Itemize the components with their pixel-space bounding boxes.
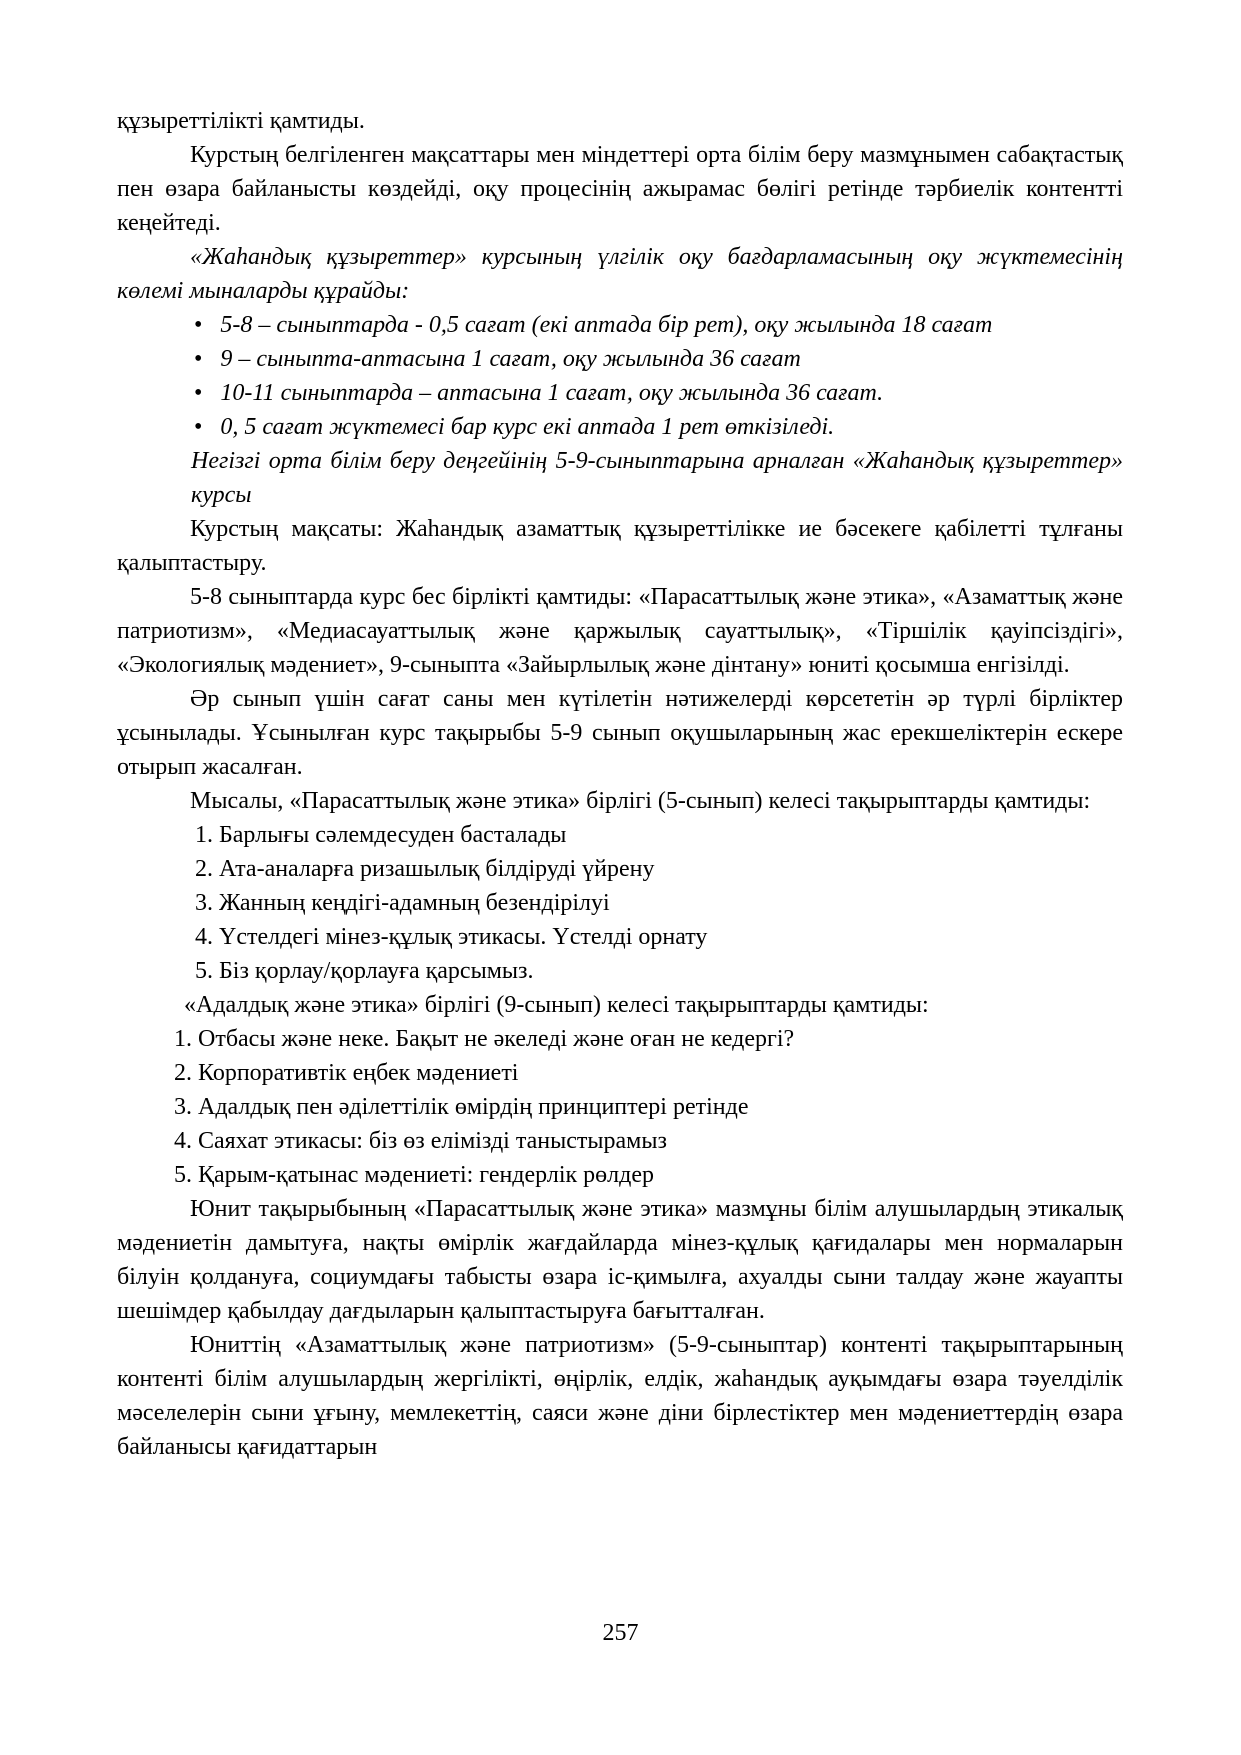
paragraph: 5-8 сыныптарда курс бес бірлікті қамтиды: «Парасаттылық және этика», «Азаматтық және патриотизм», «Медиасауаттылық және қаржылық сауаттылық», «Тіршілік қауіпсіздігі», «Экологиялық мәдениет», 9-сыныпта «Зайырлылық және дінтану» юниті қосымша енгізілді.	[117, 584, 1123, 678]
bullet-icon: •	[194, 346, 203, 372]
paragraph: Курстың белгіленген мақсаттары мен міндеттері орта білім беру мазмұнымен сабақтастық пен өзара байланысты көздейді, оқу процесінің ажырамас бөлігі ретінде тәрбиелік контентті кеңейтеді.	[117, 142, 1123, 236]
bullet-item	[117, 410, 1123, 444]
list-item: 3. Жанның кеңдігі-адамның безендірілуі	[195, 890, 610, 916]
list-item: 4. Үстелдегі мінез-құлық этикасы. Үстелді орнату	[195, 924, 708, 950]
list-item: 5. Қарым-қатынас мәдениеті: гендерлік рөлдер	[174, 1162, 654, 1188]
bullet-icon: •	[194, 414, 203, 440]
paragraph: Юниттің «Азаматтылық және патриотизм» (5-9-сыныптар) контенті тақырыптарының контенті білім алушылардың жергілікті, өңірлік, елдік, жаһандық ауқымдағы өзара тәуелділік мәселелерін сыни ұғыну, мемлекеттің, саяси және діни бірлестіктер мен мәдениеттердің өзара байланысы қағидаттарын	[117, 1332, 1123, 1460]
bullet-icon: •	[194, 380, 203, 406]
list-intro: «Адалдық және этика» бірлігі (9-сынып) келесі тақырыптарды қамтиды:	[184, 992, 929, 1018]
list-item: 2. Корпоративтік еңбек мәдениеті	[174, 1060, 519, 1086]
page-body	[117, 104, 1123, 1464]
list-item: 2. Ата-аналарға ризашылық білдіруді үйрену	[195, 856, 655, 882]
list-item: 4. Саяхат этикасы: біз өз елімізді таныстырамыз	[174, 1128, 667, 1154]
list-item: 1. Отбасы және неке. Бақыт не әкеледі және оған не кедергі?	[174, 1026, 795, 1052]
paragraph: Әр сынып үшін сағат саны мен күтілетін нәтижелерді көрсететін әр түрлі бірліктер ұсынылады. Ұсынылған курс тақырыбы 5-9 сынып оқушыларының жас ерекшеліктерін ескере отырып жасалған.	[117, 686, 1123, 780]
paragraph-continuation: құзыреттілікті қамтиды.	[117, 108, 365, 134]
page-number: 257	[602, 1620, 639, 1646]
bullet-item	[117, 308, 1123, 342]
list-item: 1. Барлығы сәлемдесуден басталады	[195, 822, 567, 848]
paragraph: Юнит тақырыбының «Парасаттылық және этика» мазмұны білім алушылардың этикалық мәдениетін дамытуға, нақты өмірлік жағдайларда мінез-құлық қағидалары мен нормаларын білуін қолдануға, социумдағы табысты өзара іс-қимылға, ахуалды сыни талдау және жауапты шешімдер қабылдау дағдыларын қалыптастыруға бағытталған.	[117, 1196, 1123, 1324]
bullet-item-text: 0, 5 сағат жүктемесі бар курс екі аптада 1 рет өткізіледі.	[220, 414, 835, 440]
bullet-item-text: 9 – сыныпта-аптасына 1 сағат, оқу жылында 36 сағат	[220, 346, 801, 372]
bullet-icon: •	[194, 312, 203, 338]
list-item: 3. Адалдық пен әділеттілік өмірдің принциптері ретінде	[174, 1094, 749, 1120]
bullet-item	[117, 376, 1123, 410]
paragraph: Мысалы, «Парасаттылық және этика» бірлігі (5-сынып) келесі тақырыптарды қамтиды:	[190, 788, 1091, 814]
bullet-item-text: 10-11 сыныптарда – аптасына 1 сағат, оқу жылында 36 сағат.	[220, 380, 884, 406]
paragraph: Курстың мақсаты: Жаһандық азаматтық құзыреттілікке ие бәсекеге қабілетті тұлғаны қалыптастыру.	[117, 516, 1123, 576]
indented-paragraph: Негізгі орта білім беру деңгейінің 5-9-сыныптарына арналған «Жаһандық құзыреттер» курсы	[191, 448, 1123, 508]
paragraph: «Жаһандық құзыреттер» курсының үлгілік оқу бағдарламасының оқу жүктемесінің көлемі мыналарды құрайды:	[117, 244, 1123, 304]
list-item: 5. Біз қорлау/қорлауға қарсымыз.	[195, 958, 534, 984]
bullet-item	[117, 342, 1123, 376]
bullet-item-text: 5-8 – сыныптарда - 0,5 сағат (екі аптада бір рет), оқу жылында 18 сағат	[220, 312, 993, 338]
